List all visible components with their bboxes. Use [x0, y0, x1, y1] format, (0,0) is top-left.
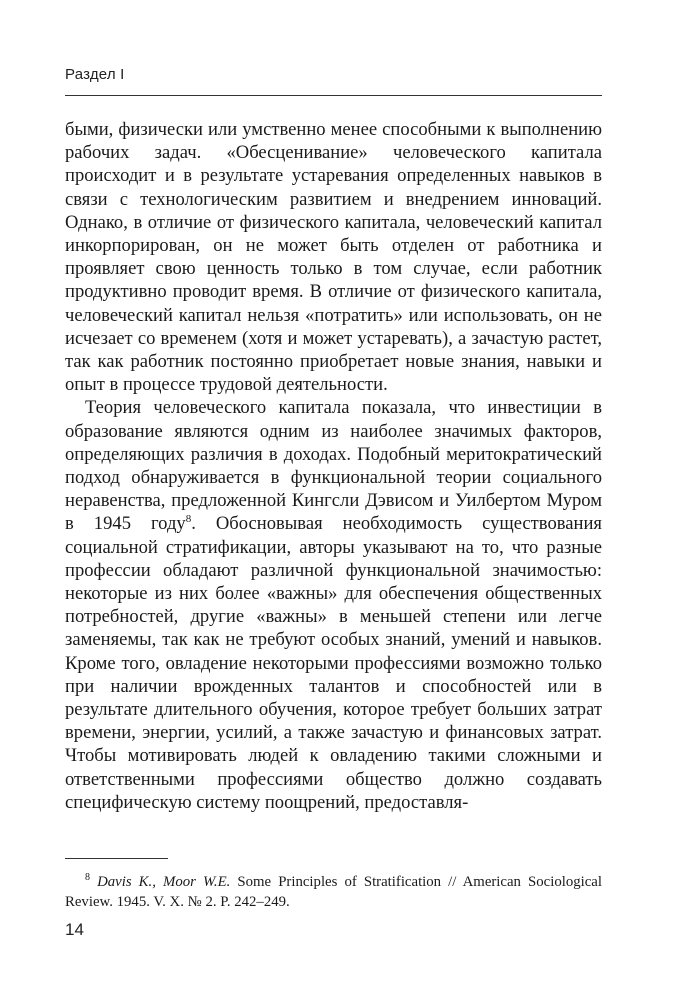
- footnote: [65, 872, 602, 912]
- paragraph-2-text-before: Теория человеческого капитала показала, что инвестиции в образование являются одним из наиболее значимых факторов, определяющих различия в доходах. Подобный меритократический подход обнаруживается в функциональной теории социального неравенства, предложенной Кингсли Дэвисом и Уилбертом Муром в 1945 году: [65, 397, 602, 535]
- footnote-authors: Davis K., Moor W.E.: [97, 874, 231, 890]
- running-head: Раздел I: [65, 66, 125, 83]
- header-divider: [65, 95, 602, 96]
- page-number: 14: [65, 920, 84, 939]
- footnote-reference[interactable]: 8: [185, 513, 192, 526]
- footnote-number: 8: [85, 872, 90, 884]
- footnote-divider: [65, 858, 168, 859]
- paragraph-2-text-after: . Обосновывая необходимость существования социальной стратификации, авторы указывают на то, что разные профессии обладают различной функциональной значимостью: некоторые из них более «важны» для обеспечения общественных потребностей, другие «важны» в меньшей степени или легче заменяемы, так как не требуют особых знаний, умений и навыков. Кроме того, овладение некоторыми профессиями возможно только при наличии врожденных талантов и способностей или в результате длительного обучения, которое требует больших затрат времени, энергии, усилий, а также зачастую и финансовых затрат. Чтобы мотивировать людей к овладению такими сложными и ответственными профессиями общество должно создавать специфическую систему поощрений, предоставля-: [65, 513, 602, 813]
- paragraph-2: [65, 396, 602, 814]
- main-text: [65, 118, 602, 814]
- footnote-citation: Some Principles of Stratification // American Sociological Review. 1945. V. X. № 2. P. 242–249.: [65, 874, 602, 910]
- paragraph-1: быми, физически или умственно менее способными к выполнению рабочих задач. «Обесценивание» человеческого капитала происходит и в результате устаревания определенных навыков в связи с технологическим развитием и внедрением инноваций. Однако, в отличие от физического капитала, человеческий капитал инкорпорирован, он не может быть отделен от работника и проявляет свою ценность только в том случае, если работник продуктивно проводит время. В отличие от физического капитала, человеческий капитал нельзя «потратить» или использовать, он не исчезает со временем (хотя и может устаревать), а зачастую растет, так как работник постоянно приобретает новые знания, навыки и опыт в процессе трудовой деятельности.: [65, 119, 602, 396]
